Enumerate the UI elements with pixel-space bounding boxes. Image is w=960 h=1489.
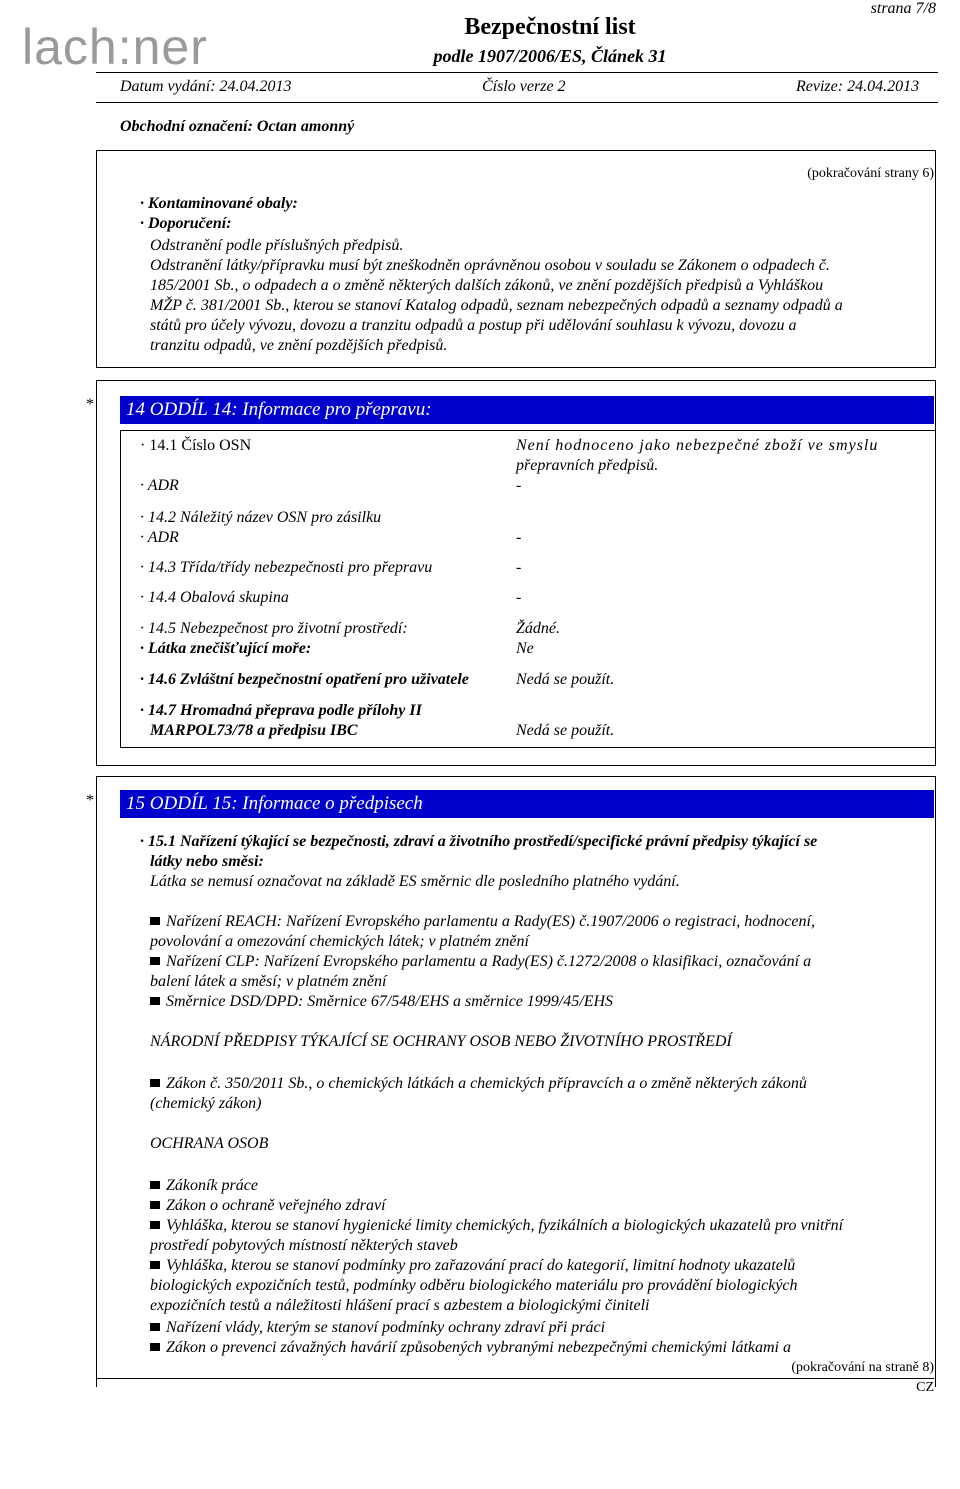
bullet-icon	[150, 997, 160, 1005]
un-number-value-line-2: přepravních předpisů.	[516, 457, 659, 474]
adr-value-2: -	[516, 529, 522, 546]
language-code: CZ	[916, 1380, 934, 1395]
bullet-icon	[150, 957, 160, 965]
bullet-icon	[150, 1201, 160, 1209]
footer-divider	[96, 1378, 934, 1379]
hazard-class-label: · 14.3 Třída/třídy nebezpečnosti pro přepravu	[140, 559, 433, 576]
bullet-icon	[150, 1343, 160, 1351]
bullet-icon	[150, 1323, 160, 1331]
version-number: Číslo verze 2	[482, 78, 566, 95]
section-15-changed-marker: *	[86, 792, 94, 809]
special-precautions-label: · 14.6 Zvláštní bezpečnostní opatření pro uživatele	[140, 671, 469, 688]
header-divider	[96, 72, 938, 73]
issue-date: Datum vydání: 24.04.2013	[120, 78, 292, 95]
section-15-heading: 15 ODDÍL 15: Informace o předpisech	[120, 790, 934, 818]
marine-pollutant-label: · Látka znečišťující moře:	[140, 640, 312, 657]
bullet-icon	[150, 1181, 160, 1189]
document-subtitle: podle 1907/2006/ES, Článek 31	[433, 46, 667, 66]
labeling-note: Látka se nemusí označovat na základě ES směrnic dle posledního platného vydání.	[150, 873, 680, 890]
public-health-act: Zákon o ochraně veřejného zdraví	[150, 1196, 386, 1216]
environmental-hazard-label: · 14.5 Nebezpečnost pro životní prostředí:	[140, 620, 408, 637]
environmental-hazard-value: Žádné.	[516, 620, 560, 637]
disposal-text-line-1: Odstranění podle příslušných předpisů.	[150, 237, 404, 254]
section-14-heading: 14 ODDÍL 14: Informace pro přepravu:	[120, 396, 934, 424]
disposal-text-line-4: MŽP č. 381/2001 Sb., kterou se stanoví Katalog odpadů, seznam nebezpečných odpadů a seznamy odpadů a	[150, 297, 843, 314]
dsd-dpd-directive: Směrnice DSD/DPD: Směrnice 67/548/EHS a směrnice 1999/45/EHS	[150, 992, 613, 1012]
regulations-heading-line-2: látky nebo směsi:	[150, 853, 264, 870]
disposal-text-line-5: států pro účely vývozu, dovozu a tranzitu odpadů a postup při udělování souhlasu k vývozu, dovozu a	[150, 317, 797, 334]
bullet-icon	[150, 1261, 160, 1269]
chemical-act-line-1: Zákon č. 350/2011 Sb., o chemických látkách a chemických přípravcích a o změně některých zákonů	[150, 1074, 807, 1094]
reach-regulation-line-2: povolování a omezování chemických látek; v platném znění	[150, 933, 529, 950]
adr-value-1: -	[516, 477, 522, 494]
reach-regulation-line-1: Nařízení REACH: Nařízení Evropského parlamentu a Rady(ES) č.1907/2006 o registraci, hodnocení,	[150, 912, 815, 932]
clp-regulation-line-1: Nařízení CLP: Nařízení Evropského parlamentu a Rady(ES) č.1272/2008 o klasifikaci, označování a	[150, 952, 811, 972]
bullet-icon	[150, 1221, 160, 1229]
contaminated-packaging-heading: · Kontaminované obaly:	[140, 195, 298, 212]
personal-protection-heading: OCHRANA OSOB	[150, 1135, 269, 1152]
document-title: Bezpečnostní list	[464, 14, 636, 40]
packing-group-label: · 14.4 Obalová skupina	[140, 589, 289, 606]
company-logo: lach:ner	[22, 19, 208, 75]
work-categories-decree-line-3: expozičních testů a náležitosti hlášení prací s azbestem a biologickými činiteli	[150, 1297, 650, 1314]
hazard-class-value: -	[516, 559, 522, 576]
continued-from-label: (pokračování strany 6)	[807, 166, 934, 181]
bulk-transport-value: Nedá se použít.	[516, 722, 615, 739]
disposal-text-line-6: tranzitu odpadů, ve znění pozdějších předpisů.	[150, 337, 448, 354]
section-14-changed-marker: *	[86, 396, 94, 413]
meta-divider	[96, 102, 938, 103]
adr-label-1: · ADR	[140, 477, 179, 494]
disposal-text-line-2: Odstranění látky/přípravku musí být zneškodněn oprávněnou osobou v souladu se Zákonem o odpadech č.	[150, 257, 830, 274]
continued-on-label: (pokračování na straně 8)	[791, 1360, 934, 1375]
work-categories-decree-line-1: Vyhláška, kterou se stanoví podmínky pro zařazování prací do kategorií, limitní hodnoty ukazatelů	[150, 1256, 795, 1276]
major-accidents-act: Zákon o prevenci závažných havárií způsobených vybranými nebezpečnými chemickými látkami a	[150, 1338, 791, 1358]
bullet-icon	[150, 917, 160, 925]
un-number-value-line-1: Není hodnoceno jako nebezpečné zboží ve smyslu	[516, 437, 879, 454]
packing-group-value: -	[516, 589, 522, 606]
work-categories-decree-line-2: biologických expozičních testů, podmínky odběru biologického materiálu pro provádění biologických	[150, 1277, 798, 1294]
recommendation-heading: · Doporučení:	[140, 215, 232, 232]
clp-regulation-line-2: balení látek a směsí; v platném znění	[150, 973, 387, 990]
revision-date: Revize: 24.04.2013	[796, 78, 920, 95]
special-precautions-value: Nedá se použít.	[516, 671, 615, 688]
bulk-transport-label-line-1: · 14.7 Hromadná přeprava podle přílohy II	[140, 702, 422, 719]
national-regulations-heading: NÁRODNÍ PŘEDPISY TÝKAJÍCÍ SE OCHRANY OSOB NEBO ŽIVOTNÍHO PROSTŘEDÍ	[150, 1033, 732, 1050]
hygiene-limits-decree-line-1: Vyhláška, kterou se stanoví hygienické limity chemických, fyzikálních a biologických ukazatelů pro vnitřní	[150, 1216, 843, 1236]
page-number: strana 7/8	[870, 0, 936, 17]
labour-code: Zákoník práce	[150, 1176, 258, 1196]
shipping-name-label: · 14.2 Náležitý název OSN pro zásilku	[140, 509, 382, 526]
regulations-heading-line-1: · 15.1 Nařízení týkající se bezpečnosti, zdraví a životního prostředí/specifické právní předpisy týkající se	[140, 833, 818, 850]
adr-label-2: · ADR	[140, 529, 179, 546]
marine-pollutant-value: Ne	[516, 640, 534, 657]
disposal-text-line-3: 185/2001 Sb., o odpadech a o změně některých dalších zákonů, ve znění pozdějších předpisů a Vyhláškou	[150, 277, 824, 294]
government-regulation: Nařízení vlády, kterým se stanoví podmínky ochrany zdraví při práci	[150, 1318, 605, 1338]
hygiene-limits-decree-line-2: prostředí pobytových místností některých staveb	[150, 1237, 458, 1254]
bullet-icon	[150, 1079, 160, 1087]
trade-name: Obchodní označení: Octan amonný	[120, 118, 355, 135]
un-number-label: · 14.1 Číslo OSN	[140, 437, 252, 454]
bulk-transport-label-line-2: MARPOL73/78 a předpisu IBC	[150, 722, 358, 739]
chemical-act-line-2: (chemický zákon)	[150, 1095, 262, 1112]
